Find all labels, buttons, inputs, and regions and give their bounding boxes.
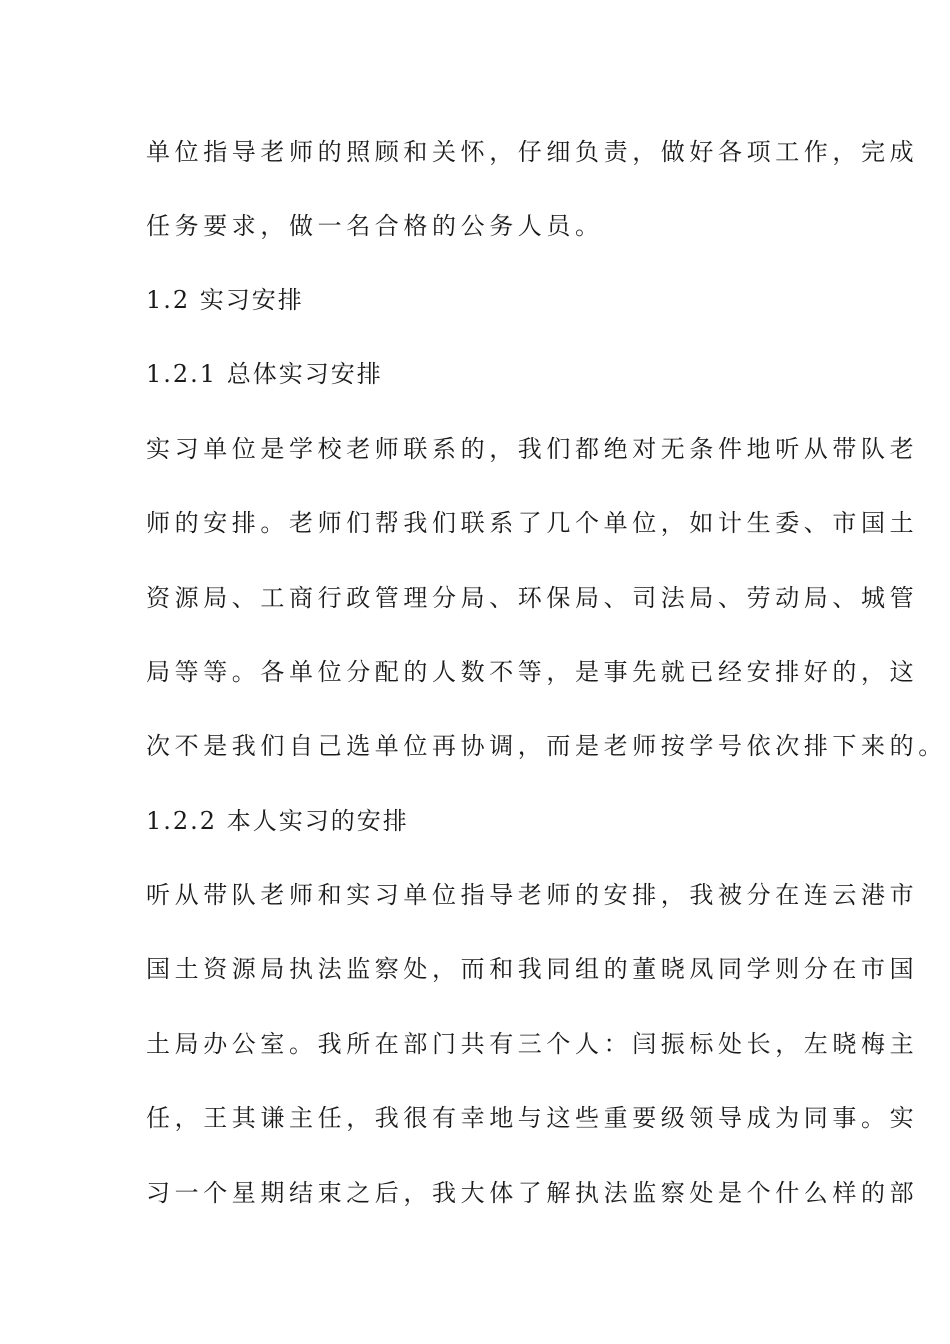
body-text-line: 任，王其谦主任，我很有幸地与这些重要级领导成为同事。实 xyxy=(146,1104,919,1132)
subsection-heading: 1.2.2 本人实习的安排 xyxy=(146,807,409,835)
body-text-line: 师的安排。老师们帮我们联系了几个单位，如计生委、市国土 xyxy=(146,509,919,537)
body-text-line: 国土资源局执法监察处，而和我同组的董晓凤同学则分在市国 xyxy=(146,955,919,983)
body-text-line: 单位指导老师的照顾和关怀，仔细负责，做好各项工作，完成 xyxy=(146,138,919,166)
body-text-line: 土局办公室。我所在部门共有三个人：闫振标处长，左晓梅主 xyxy=(146,1030,919,1058)
body-text-line: 局等等。各单位分配的人数不等，是事先就已经安排好的，这 xyxy=(146,658,919,686)
body-text-line: 次不是我们自己选单位再协调，而是老师按学号依次排下来的。 xyxy=(146,732,947,760)
body-text-line: 资源局、工商行政管理分局、环保局、司法局、劳动局、城管 xyxy=(146,584,919,612)
body-text-line: 实习单位是学校老师联系的，我们都绝对无条件地听从带队老 xyxy=(146,435,919,463)
body-text-line: 听从带队老师和实习单位指导老师的安排，我被分在连云港市 xyxy=(146,881,919,909)
body-text-line: 任务要求，做一名合格的公务人员。 xyxy=(146,212,604,240)
subsection-heading: 1.2.1 总体实习安排 xyxy=(146,360,383,388)
section-heading: 1.2 实习安排 xyxy=(146,286,304,314)
body-text-line: 习一个星期结束之后，我大体了解执法监察处是个什么样的部 xyxy=(146,1179,919,1207)
